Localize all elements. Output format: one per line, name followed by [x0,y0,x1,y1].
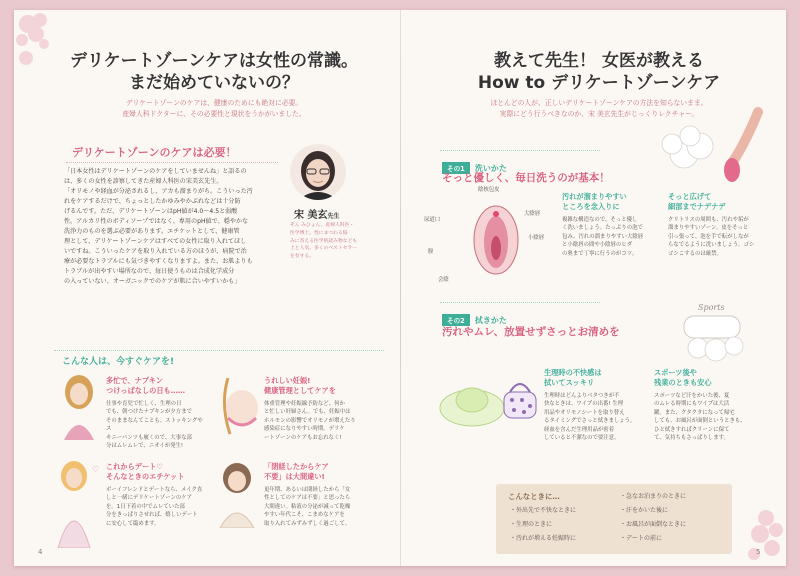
case-line: ボーイフレンドとデートなら、メイク直 [106,487,203,493]
tip-line: のムレる時期にもワイプは大活 [654,401,730,408]
interview-line: は、多くの女性を診察してきた産婦人科医の宋美玄先生。 [64,178,223,185]
case-line: ホルモンの影響でオリモノが増えたり [264,417,356,424]
diagram-label: 小陰唇 [528,235,545,241]
title-line: How to デリケートゾーンケア [477,73,721,93]
occasion-item: ・デートの前に [620,535,663,542]
tip-line: スポーツなど汗をかいた後、夏 [654,393,730,399]
tip-text [562,216,658,258]
tip-line: クリトリスの周囲も、汚れや垢が [668,217,749,223]
sports-label: Sports [698,303,725,312]
tip-line: ひと拭きすればクリーンに保て [654,426,730,433]
section-heading: デリケートゾーンのケアは必要！ [72,146,237,159]
occasions-list-right [620,490,730,546]
bio-line: 医学博士。性にまつわる悩 [290,230,348,236]
lead-line: 実際にどう行うべきなのか、宋 美玄先生がじっくりレクチャー。 [499,110,699,118]
tip-block [668,192,772,258]
tip-heading: 拭いてスッキリ [544,378,595,387]
mature-woman-illustration-icon [212,458,262,528]
tip-line: ゴシこするのは厳禁。 [668,250,722,257]
tip-line: しても、お風呂が面倒というときも、 [654,418,746,425]
flower-decoration-icon [736,498,786,566]
tip-heading: ところを念入りに [562,202,620,211]
tip-heading: 生理時の不快感は [544,368,602,377]
case-line: に安心して臨めます。 [106,520,160,527]
tip-line: 引っ張って、泡を手で転がしなが [668,233,749,240]
occasion-item: ・急なお泊まりのときに [620,493,687,500]
case-line: キニーパンツも履くので、大事な部 [106,434,192,441]
tip-text [654,392,758,442]
section-divider [54,350,384,351]
interview-line: 「オリモノや経血が分泌されるし、アカも溜まりがち。こういった汚 [64,188,253,195]
case-text [264,400,372,442]
interview-line: 療が必要なトラブルにも気づきやすくなりますよ。また、お肌よりも [64,258,253,265]
interview-line: いですね。こういったケアを取り入れている方のほうが、病院で治 [64,248,247,255]
magazine-spread [14,10,786,566]
tip-heading: 細部までナデナデ [668,202,726,211]
tip-block [544,368,640,442]
hat-bag-illustration-icon [438,362,548,432]
occasions-box [496,484,732,554]
tip-block [562,192,658,258]
case-heading: つけっぱなしの日も…… [106,386,186,395]
section-heading: こんな人は、今すぐケアを! [62,357,175,367]
case-block [106,462,210,528]
tip-line: 快なときは、ワイプの出番! 生理 [544,401,624,408]
date-woman-illustration-icon [48,458,100,548]
lead-line: ほとんどの人が、正しいデリケートゾーンケアの方法を知らないまま。 [490,99,708,107]
case-heading: 健康管理としてケアを [264,386,336,395]
diagram-label: 大陰唇 [524,211,541,217]
sports-bottle-illustration-icon [654,298,774,364]
left-lead [54,98,374,120]
case-heading: そんなときのエチケット [106,472,185,481]
case-heading: 多忙で、ナプキン [106,376,163,385]
case-block [264,462,372,528]
tip-line: 複雑な構造なので、そっと優し [562,217,638,223]
step-label: 拭きかた [474,316,507,325]
case-line: と忙しい妊婦さん。でも、妊娠中は [264,409,351,416]
title-line: 教えて先生！ 女医が教える [494,51,704,71]
woman-illustration-icon [54,370,104,440]
tip-text [668,216,772,258]
case-heading: うれしい妊娠! [264,376,311,385]
case-line: しと一緒にデリケートゾーンのケア [106,495,193,502]
pregnant-illustration-icon [214,374,262,440]
case-line: 取り入れてみずみずしく過ごして。 [264,520,351,527]
case-text [106,486,210,528]
case-line: 大間違い。粘液の分泌が減って乾燥 [264,503,351,510]
case-line: 更年期、あるいは閉経したから「女 [264,487,351,493]
foam-hand-illustration-icon [654,106,774,186]
case-line: そのままなんてことも。ストッキングやス [106,417,203,433]
bio-line: みに答える医学的読み物なども [290,238,358,244]
tip-line: 躍。また、クタクタになって帰宅 [654,409,735,416]
left-page-title [54,50,374,94]
occasion-item: ・お風呂が面倒なときに [620,521,687,528]
case-text [106,400,208,450]
occasion-item: ・汚れが増える妊娠時に [510,535,577,542]
doctor-bio [290,222,370,261]
tip-line: く洗いましょう。たっぷりの泡で [562,225,643,232]
bio-line: そん みひょん。産婦人科医・ [290,223,355,228]
diagram-label: 陰核包皮 [478,187,500,193]
tip-line: 生理時はどんよりベタつきが不 [544,393,620,399]
case-line: 分をきっぱりさせれば、嬉しいデート [106,512,198,519]
page-number: 4 [38,548,43,556]
case-line: を。1日下着の中でムレていた部 [106,503,185,510]
tip-line: 用品やオリモノシートを取り替え [544,409,625,416]
interview-line: の入っていない、オーガニックでのケアが肌に合いやすいかも」 [64,278,241,285]
step-heading: そっと優しく、毎日洗うのが基本！ [442,172,610,184]
doctor-name-text: 宋 美玄 [294,210,328,221]
tip-line: 経血を含んだ生理用品が密着 [544,426,615,433]
case-block [264,376,372,442]
lead-line: デリケートゾーンのケアは、健康のためにも絶対に必要。 [125,99,303,107]
right-page-title [434,50,764,94]
tip-heading: そっと広げて [668,192,712,201]
occasion-item: ・外出先で不快なときに [510,507,577,514]
title-line: まだ始めていないの？ [129,73,299,93]
bio-line: 上と人気。多くのベストセラー [290,246,358,252]
case-line: 体重管理や妊娠線予防など、何か [264,401,345,407]
tip-heading: スポーツ後や [654,368,697,377]
page-number: 5 [756,548,761,556]
interview-line: トラブルが出やすい場所なので、毎日使うものは合成化学成分 [64,268,235,275]
tip-line: らなでるように洗いましょう。ゴシ [668,242,755,249]
case-text [264,486,372,528]
interview-line: れをケアするだけで、ちょっとしたかゆみやかぶれなどは十分防 [64,198,241,205]
case-line: 性としてのケアは不要」と思ったら [264,495,351,502]
page-gutter [400,10,401,566]
case-heading: 不要」は大間違い! [264,472,325,481]
step-label: 洗いかた [474,164,507,173]
title-line: デリケートゾーンケアは女性の常識。 [70,51,358,71]
case-line: 仕事や育児で忙しく、生理の日 [106,401,182,407]
step-badge: その2 [442,314,470,326]
case-line: 分はムレムレで、ニオイが発生! [106,443,184,450]
case-line: 感染症になりやすい時期。デリケ [264,426,345,433]
interview-line: 理として、デリケートゾーンケアはすべての女性に取り入れてほし [64,238,247,245]
case-heading: 「閉経したからケア [264,462,329,471]
diagram-labels [424,186,564,286]
case-line: ートゾーンのケアもお忘れなく! [264,434,342,441]
step-divider [440,302,600,303]
heading-divider [66,162,278,163]
tip-heading: 残業のときも安心 [654,378,712,387]
interview-line: 「日本女性はデリケートゾーンのケアをしていませんね」と語るの [64,168,247,175]
svg-text:♡: ♡ [92,465,100,474]
occasion-item: ・汗をかいた後に [620,507,669,514]
diagram-label: 会陰 [438,277,449,283]
bio-line: を有する。 [290,254,314,260]
case-heading: これからデート♡ [106,462,163,471]
tip-heading: 汚れが溜まりやすい [562,192,627,201]
tip-line: していると不潔なので要注意。 [544,435,620,442]
tip-line: と小陰唇の間や小陰唇のヒダ [562,242,633,249]
step-badge: その1 [442,162,470,174]
interview-line: げるんです。ただ、デリケートゾーンはpH値が4.0〜4.5と弱酸 [64,208,238,215]
case-line: でも、朝つけたナプキンが夕方まで [106,409,192,416]
occasions-list-left [510,504,610,546]
interview-line: 性。アルカリ性のボディソープではなく、専用のpH値で、穏やかな [64,218,249,225]
doctor-portrait [290,144,346,200]
interview-body [64,167,286,287]
step-divider [440,150,600,151]
case-block [106,376,208,450]
tip-line: 溜まりやすいゾーン。皮をそっと [668,225,749,232]
tip-block [654,368,758,442]
tip-line: るタイミングでさっと拭きましょう。 [544,418,636,425]
doctor-suffix: 先生 [327,213,340,220]
tip-line: の奥まで丁寧に行うのがコツ。 [562,250,638,257]
tip-line: て、気持ちもさっぱりします。 [654,435,729,442]
interview-line: 洗浄力のものを選ぶ必要があります。エチケットとして、健康管 [64,228,240,235]
step-heading: 汚れやムレ、放置せずさっとお清めを [442,326,620,338]
case-line: やすい年代こそ、こまめなケアを [264,512,345,519]
occasions-heading: こんなときに… [508,492,560,501]
doctor-name [294,206,340,221]
lead-line: 産婦人科ドクターに、その必要性と現状をうかがいました。 [122,110,306,118]
diagram-label: 尿道口 [424,217,441,223]
occasion-item: ・生理のときに [510,521,553,528]
diagram-label: 膣 [428,249,434,255]
tip-line: 包み、汚れの溜まりやすい大陰唇 [562,233,644,240]
tip-text [544,392,640,442]
